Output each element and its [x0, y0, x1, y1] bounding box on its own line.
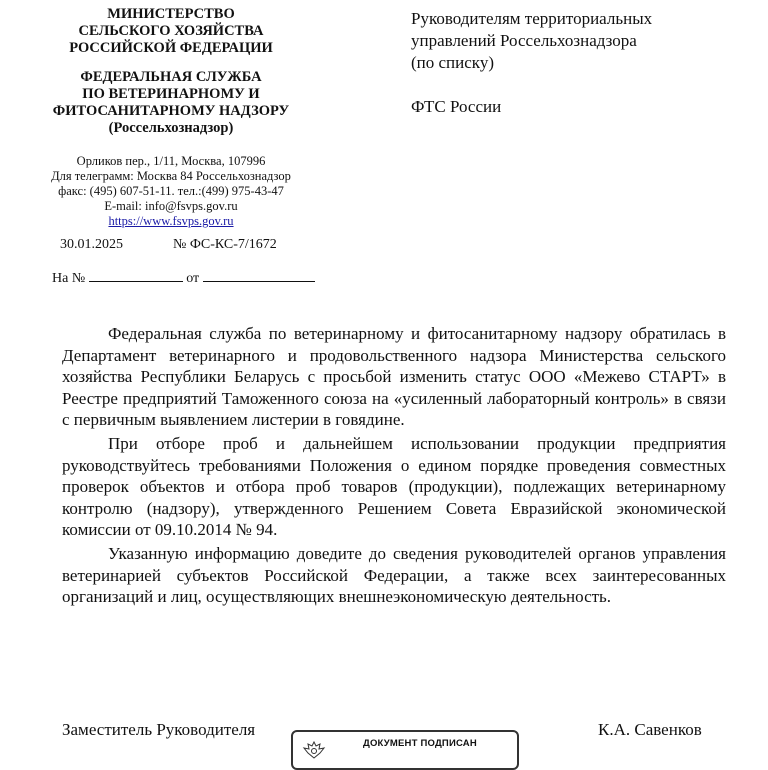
body-paragraph: Федеральная служба по ветеринарному и фитосанитарному надзору обратилась в Департамент ветеринарного и продовольственного надзора Министерства сельского хозяйства Республики Беларусь с просьбой изменить статус ООО «Межево СТАРТ» в Реестре предприятий Таможенного союза на «усиленный лабораторный контроль» в связи с первичным выявлением листерии в говядине. — [62, 324, 726, 430]
service-line: ФИТОСАНИТАРНОМУ НАДЗОРУ — [52, 103, 290, 119]
document-date: 30.01.2025 — [60, 237, 123, 252]
service-line: ПО ВЕТЕРИНАРНОМУ И — [82, 86, 260, 102]
ministry-line: МИНИСТЕРСТВО — [107, 6, 235, 22]
recipient-fts: ФТС России — [411, 97, 502, 116]
signatory-name: К.А. Савенков — [598, 720, 702, 739]
recipients-block — [411, 8, 652, 118]
ministry-line: РОССИЙСКОЙ ФЕДЕРАЦИИ — [69, 40, 273, 56]
reply-from: от — [186, 271, 200, 286]
document-number: № ФС-КС-7/1672 — [173, 237, 277, 252]
sender-phones: факс: (495) 607-51-11. тел.:(499) 975-43-47 — [58, 184, 284, 198]
sender-email: E-mail: info@fsvps.gov.ru — [104, 199, 238, 213]
emblem-icon — [301, 740, 327, 760]
recipient-line: Руководителям территориальных — [411, 9, 653, 28]
sender-telegram: Для телеграмм: Москва 84 Россельхознадзор — [51, 169, 291, 183]
e-signature-stamp — [291, 730, 519, 770]
stamp-title: ДОКУМЕНТ ПОДПИСАН — [363, 738, 477, 749]
body-paragraph: При отборе проб и дальнейшем использовании продукции предприятия руководствуйтесь требованиями Положения о едином порядке проведения совместных проверок объектов и отбора проб товаров (продукции), подлежащих ветеринарному контролю (надзору), утвержденного Решением Совета Евразийской экономической комиссии от 09.10.2014 № 94. — [62, 433, 726, 540]
ministry-line: СЕЛЬСКОГО ХОЗЯЙСТВА — [78, 23, 264, 39]
service-line: ФЕДЕРАЛЬНАЯ СЛУЖБА — [80, 69, 262, 85]
body-paragraph: Указанную информацию доведите до сведения руководителей органов управления ветеринарией субъектов Российской Федерации, а также всех заинтересованных организаций и лиц, осуществляющих внешнеэкономическую деятельность. — [62, 543, 726, 607]
reply-prefix: На № — [52, 271, 86, 286]
reply-reference — [52, 267, 315, 287]
service-short-name: (Россельхознадзор) — [108, 120, 234, 136]
recipient-line: управлений Россельхознадзора — [411, 31, 637, 50]
sender-website-link[interactable]: https://www.fsvps.gov.ru — [108, 214, 234, 228]
recipient-line: (по списку) — [411, 53, 494, 72]
sender-address: Орликов пер., 1/11, Москва, 107996 — [76, 154, 266, 168]
letter-body — [62, 323, 726, 608]
sender-header — [46, 6, 296, 229]
signatory-title: Заместитель Руководителя — [62, 720, 256, 739]
